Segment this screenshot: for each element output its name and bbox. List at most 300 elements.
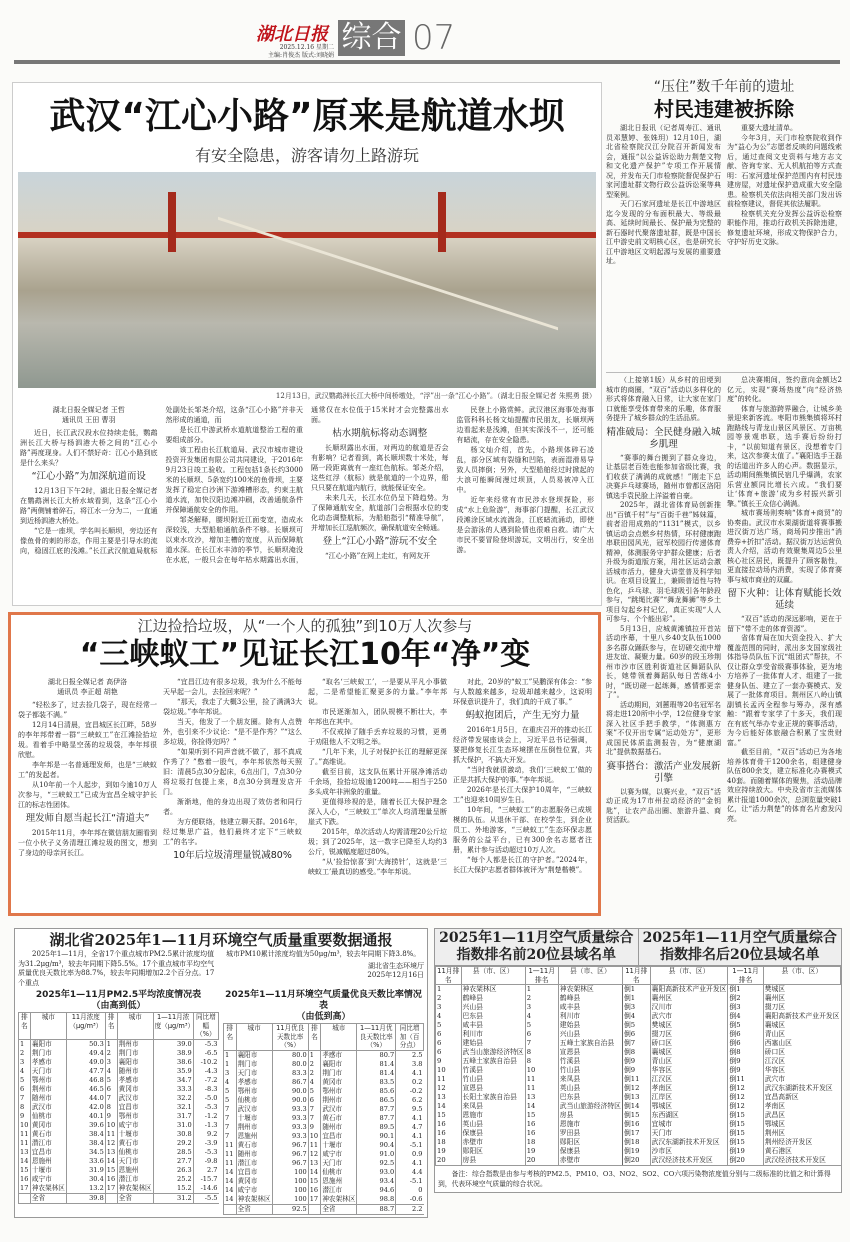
dateline (262, 44, 334, 60)
table-cell: 江汉区 (650, 1075, 728, 1084)
table-cell: 武当山旅游经济特区 (559, 1102, 621, 1110)
table-cell: 武汉市 (321, 1105, 357, 1114)
table-header-row (19, 1013, 219, 1040)
paragraph: 截至目前，这支队伍累计开展净滩活动千余场，捡拾垃圾逾1200吨——相当于250多头成年非洲象的重量。 (308, 768, 447, 796)
table-cell: 巴东县 (461, 1012, 525, 1021)
table-cell: 50.3 (66, 1039, 105, 1049)
table-row (19, 1184, 219, 1194)
report-issuer: 湖北省生态环境厅 (368, 961, 424, 970)
table-cell: 16 (525, 1120, 558, 1129)
table-cell: 襄阳市 (321, 1060, 357, 1069)
table-cell: 4 (224, 1078, 237, 1087)
table-cell: 随州市 (321, 1123, 357, 1132)
report-title: 湖北省2025年1—11月环境空气质量重要数据通报 (49, 931, 393, 949)
table-cell: 随州市 (30, 1094, 66, 1103)
table-row (436, 985, 841, 995)
table-cell: 4 (525, 1012, 558, 1021)
table-cell: 武汉市 (30, 1103, 66, 1112)
paragraph: “如果听到不同声音就不做了，那不真成作秀了？”憋着一股气，李年邦依然每天照旧：清晨5点30分起床，6点出门，7点30分将垃圾打包提上来，8点30分到理发店开门。 (163, 748, 302, 796)
table-cell: 倒9 (728, 1066, 763, 1075)
paragraph: 检察机关充分发挥公益诉讼检察职能作用，推动行政机关拆除违建，修复遗址环境，形成文物保护合力，守护好历史文脉。 (727, 209, 842, 246)
right-story-body (606, 124, 842, 267)
pm-table-note: （由高到低） (91, 1001, 146, 1011)
table-cell: 3.8 (396, 1060, 424, 1069)
table-cell: 倒11 (622, 1075, 650, 1084)
table-cell: 襄阳高新技术产业开发区 (651, 985, 727, 993)
table-cell: 44.0 (66, 1094, 105, 1103)
table-row (224, 1114, 424, 1123)
paragraph: “它是一座坝，学名叫长顺坝，旁边还有像鱼骨的刺的形态，作用主要是引导水的流向，稳固江底的浅滩。”长江武汉航道局航标处副处长邹尧介绍，这条“江心小路”并非天然形成的通道，而 (20, 406, 303, 555)
table-cell: 7 (19, 1094, 31, 1103)
table-cell: 黄石市 (30, 1130, 66, 1139)
table-row (436, 1102, 841, 1111)
table-cell: 神农架林区 (461, 985, 525, 995)
table-cell: 潜江市 (30, 1139, 66, 1148)
column-header: 1—11月排名 (525, 967, 558, 985)
table-cell: 5 (224, 1087, 237, 1096)
table-cell: 91.0 (357, 1150, 396, 1159)
table-cell: 掇刀区 (650, 1030, 728, 1039)
table-cell: 硚口区 (650, 1039, 728, 1048)
table-cell: 倒1 (622, 994, 650, 1003)
table-cell: 7 (224, 1123, 237, 1132)
table-cell: 咸宁市 (321, 1150, 357, 1159)
table-cell: 49.4 (66, 1049, 105, 1058)
table-cell: 9 (105, 1112, 117, 1121)
table-cell: 孝感市 (117, 1076, 153, 1085)
table-cell: 天门市 (321, 1159, 357, 1168)
table-cell: 93.3 (272, 1105, 308, 1114)
paragraph: 长顺坝露出水面，对两边的航道是否会有影响？记者看到，离长顺坝数十米处，每隔一段距离就有一座红色航标。邹尧介绍，这些红浮（航标）就是航道的一个边界，船只只要在航道内航行，就能保证安全。 (311, 444, 449, 492)
table-cell: 掇刀区 (763, 1003, 840, 1012)
table-row (19, 1175, 219, 1184)
column-header: 县（市、区） (650, 967, 728, 985)
table-cell: 倒15 (728, 1111, 763, 1120)
good-table-title: 2025年1—11月环境空气质量优良天数比率情况表 (225, 990, 422, 1011)
table-cell: -5.0 (193, 1094, 218, 1103)
table-cell: 五峰土家族自治县 (461, 1057, 525, 1066)
table-cell: 92.5 (272, 1204, 308, 1214)
table-cell: 10 (436, 1066, 462, 1075)
table-cell: 黄石市 (117, 1139, 153, 1148)
photo-caption: 12月13日，武汉鹦鹉洲长江大桥中间桥墩处，“浮”出一条“江心小路”。（湖北日报全媒记者 朱熙勇 摄） (275, 392, 596, 400)
table-cell: 16 (436, 1129, 462, 1138)
table-cell: 11 (105, 1130, 117, 1139)
table-cell: 襄城区 (650, 1048, 728, 1057)
table-row (19, 1130, 219, 1139)
table-cell: 1 (308, 1050, 321, 1060)
table-cell: 4.4 (396, 1168, 424, 1177)
table-cell: 十堰市 (321, 1141, 357, 1150)
table-cell: 39.0 (153, 1039, 193, 1049)
table-cell: 1 (105, 1039, 117, 1049)
table-cell: 14 (308, 1168, 321, 1177)
table-row (19, 1157, 219, 1166)
column-header: 同比增幅（%） (193, 1013, 218, 1040)
table-cell: 倒8 (728, 1048, 763, 1057)
table-row (436, 1030, 841, 1039)
paragraph: （上接第1版）从乡村的田埂到城市的商圈，“双百”活动以多样化的形式将体育融入日常，让大家在家门口就能享受体育带来的乐趣，体育服务提升了城乡群众的生活品质。 (606, 376, 721, 422)
paragraph: “轻松多了，过去捡几袋子，现在经常一袋子都装不满。” (18, 701, 157, 719)
column-header: 11月浓度（μg/m³） (66, 1013, 105, 1040)
table-cell: 宣恩县 (461, 1084, 525, 1093)
table-cell: 恩施市 (558, 1120, 622, 1129)
paragraph: 渐渐地，他的身边出现了效仿者和同行者。 (163, 798, 302, 816)
table-cell: 2 (525, 994, 558, 1003)
table-cell: 青山区 (763, 1030, 840, 1039)
table-cell: 38.9 (153, 1049, 193, 1058)
table-cell: 92.5 (357, 1159, 396, 1168)
table-cell: -7.2 (193, 1076, 218, 1085)
table-cell: 17 (308, 1195, 321, 1205)
table-cell: 93.3 (272, 1114, 308, 1123)
main-subtitle: 有安全隐患，游客请勿上路游玩 (194, 146, 419, 165)
table-cell: 倒20 (728, 1156, 763, 1165)
table-cell: 83.5 (357, 1078, 396, 1087)
subheading: 登上“江心小路”游玩不安全 (322, 536, 437, 547)
table-row (224, 1096, 424, 1105)
good-table-note: （由低到高） (296, 1012, 351, 1022)
table-cell: 4.1 (396, 1069, 424, 1078)
table-cell: 英山县 (558, 1084, 622, 1093)
table-cell: 7 (308, 1114, 321, 1123)
table-cell: 倒3 (622, 1003, 650, 1012)
table-cell: 6 (436, 1030, 462, 1039)
table-row (436, 1138, 841, 1147)
table-cell: 2 (308, 1060, 321, 1069)
table-cell: -5.5 (193, 1193, 218, 1203)
table-cell: 10 (19, 1121, 31, 1130)
table-cell: 11 (224, 1150, 237, 1159)
paragraph: 湖北日报讯（记者周寿江、通讯员邓慧婷、张姝玥）12月10日，湖北省检察院汉江分院召开新闻发布会，通报“以公益诉讼助力荆楚文物和文化遗产保护”专项工作开展情况，并发布天门市检察院督促保护石家河遗址群文物行政公益诉讼案等典型案例。 (606, 124, 721, 199)
county-note: 备注：综合指数是由参与考核的PM2.5、PM10、O3、NO2、SO2、CO六项污染物浓度值分别与二级标准的比值之和计算得到，代表环境空气质量的综合状况。 (435, 1165, 841, 1192)
table-cell: -5.3 (193, 1039, 218, 1049)
paragraph: 体育与旅游跨界融合，让城乡美景迎来新客流。枣阳市熊集镇将环村跑路线与青龙山景区风景区、万亩桃园等景观串联，选手赛后纷纷打卡，“以前知道有景区，没想着专门来，这次参赛太值了。”襄阳选手王磊的话道出许多人的心声。数据显示，活动期间熊集镇民宿几乎爆满，农家乐营业额同比增长六成。“我们要让‘体育+旅游’成为乡村振兴新引擎。”镇长王众信心满满。 (727, 404, 842, 508)
table-cell: 4.1 (396, 1114, 424, 1123)
table-cell: 100 (272, 1186, 308, 1195)
table-cell: 倒9 (622, 1066, 650, 1075)
table-cell: 倒7 (622, 1039, 650, 1048)
table-row (19, 1085, 219, 1094)
table-cell: 黄冈市 (236, 1177, 272, 1186)
table-cell: 5 (224, 1096, 237, 1105)
table-cell: 宜昌市 (30, 1148, 66, 1157)
table-cell: 鄂州市 (117, 1112, 153, 1121)
table-cell: 倒12 (622, 1084, 650, 1093)
table-cell: 2.5 (396, 1050, 424, 1060)
table-cell: 荆门市 (236, 1060, 272, 1069)
table-row (436, 994, 841, 1003)
table-cell: 17 (19, 1184, 31, 1194)
main-story-body (20, 405, 594, 565)
table-cell: 86.7 (272, 1078, 308, 1087)
table-cell: 竹溪县 (558, 1057, 622, 1066)
table-cell: 鹤峰县 (461, 994, 525, 1003)
table-row (224, 1141, 424, 1150)
table-cell: 4 (308, 1078, 321, 1087)
paragraph: 10年间，“三峡蚁工”的志愿服务已成规模的队伍。从退休干部、在校学生，到企业员工、外地游客，“三峡蚁工”生态环保志愿服务的公益平台，已有300余名志愿者注册，累计参与活动超过10万人次。 (453, 806, 592, 854)
table-cell: 青山区 (650, 1057, 728, 1066)
table-row (436, 1120, 841, 1129)
subheading: 10年后垃圾清理量锐减80% (173, 850, 292, 861)
table-cell: 武当山旅游经济特区 (462, 1048, 524, 1056)
table-cell: 26.3 (153, 1166, 193, 1175)
table-cell: 11 (308, 1141, 321, 1150)
paragraph: 李年邦是一名普通理发师，也是“三峡蚁工”的发起者。 (18, 761, 157, 779)
table-cell: 西塞山区 (763, 1039, 840, 1048)
table-cell: 汉川市 (650, 1003, 728, 1012)
table-row (224, 1105, 424, 1114)
header-rule (14, 60, 840, 64)
table-cell: 倒20 (622, 1156, 650, 1165)
table-cell: 1 (525, 985, 558, 995)
table-cell: 11 (224, 1141, 237, 1150)
paragraph: 2015年11月，李年邦在微信朋友圈看到一位小伙子义务清理江滩垃圾的图文，想到了身边的母亲河长江。 (18, 829, 157, 857)
table-cell: 32.2 (153, 1094, 193, 1103)
paragraph: 省体育局在加大资金投入、扩大覆盖范围的同时，派出多支国家级社体指导员队伍下沉“组团式”帮扶，不仅让群众享受省级赛事体验，更为地方培养了一批体育人才、组建了一批健身队伍、建立了一套办赛模式、发展了一批体育项目。荆州区八岭山镇副镇长孟丙全程参与筹办，深有感触：“跟着专家学了十多天，我们现在有底气举办专业正规的赛事活动，为今后能好体旅融合积累了宝贵财富。” (727, 634, 842, 747)
paragraph: 总决赛期间，签约意向金额达2亿元，实现“赛场热度”向“经济热度”的转化。 (727, 376, 842, 403)
table-cell: 鹤峰县 (558, 994, 622, 1003)
paragraph: 从10年前一个人起步，到如今逾10万人次参与，“三峡蚁工”已成为宜昌全城守护长江的标志性团体。 (18, 781, 157, 809)
paragraph: 城市赛场则奏响“体育+商贸”的协奏曲。武汉市水果湖街道将赛事搬进汉街万达广场，商场同步推出“消费券+折扣”活动。据汉街万达运营负责人介绍，活动有效聚集周边5公里核心社区居民，既提升了顾客黏性，更直接拉动场内消费，实现了体育赛事与城市商业的双赢。 (727, 509, 842, 584)
table-cell: 倒5 (622, 1021, 650, 1030)
section-label: 综合 (338, 20, 405, 56)
table-cell: 81.4 (357, 1060, 396, 1069)
column-header: 排名 (19, 1013, 31, 1040)
table-cell: 襄阳市 (117, 1058, 153, 1067)
feature-kicker: 江边捡拾垃圾，从“一个人的孤独”到10万人次参与 (137, 617, 473, 635)
table-cell: 建始县 (461, 1039, 525, 1048)
table-cell: 7 (525, 1039, 558, 1048)
table-cell: 随州市 (117, 1067, 153, 1076)
table-cell: 9 (308, 1123, 321, 1132)
paragraph: 5月13日，应城黄滩镇拉开首站活动序幕，十里八乡40支队伍1000多名群众踊跃参与，在切磋交流中增进友谊、凝聚力量。60岁的段玉珍荆州市沙市区胜利街道社区舞蹈队队长，她带领着舞蹈队每日苦练4小时，“既切磋一起练舞，感情都更亲了”。 (606, 624, 721, 699)
table-row (224, 1087, 424, 1096)
table-cell: -1.3 (193, 1121, 218, 1130)
subheading: 留下火种：让体育赋能长效延续 (727, 588, 842, 611)
table-cell: 倒15 (728, 1120, 763, 1129)
table-cell: 12 (105, 1139, 117, 1148)
table-cell: 神农架林区 (322, 1194, 356, 1203)
right-headline: 村民违建被拆除 (654, 97, 794, 121)
table-cell: 10 (308, 1132, 321, 1141)
table-cell: 12 (308, 1150, 321, 1159)
table-cell: 利川市 (461, 1030, 525, 1039)
table-cell: 0 (396, 1186, 424, 1195)
table-row (19, 1166, 219, 1175)
table-cell: 华容区 (763, 1066, 840, 1075)
table-cell: 96.7 (272, 1150, 308, 1159)
table-cell: 赤壁市 (558, 1156, 622, 1165)
table-cell: 倒12 (728, 1102, 763, 1111)
table-cell: 荆门市 (321, 1069, 357, 1078)
table-cell: 咸丰县 (558, 1003, 622, 1012)
table-cell: 黄石市 (321, 1114, 357, 1123)
table-cell: 19 (436, 1147, 462, 1156)
table-cell: 6 (105, 1085, 117, 1094)
paragraph: 该工程由长江航道局、武汉市城市建设投资开发集团有限公司共同建设，于2016年9月23日竣工验收。工程包括1条长约3000米的长顺坝、5条宽约100米的鱼骨坝，主要发挥了稳定白沙洲下游滩槽形态，约束主航道水流，加快汉阳边滩冲刷，改善通航条件并保障通航安全的作用。 (165, 446, 303, 514)
table-cell: 11 (224, 1159, 237, 1168)
editors: 主编:肖俊杰 版式:刘晓娟 (268, 52, 334, 59)
table-row (19, 1112, 219, 1121)
table-cell: 孝感市 (30, 1058, 66, 1067)
table-cell: 天门市 (117, 1157, 153, 1166)
table-cell: 倒5 (728, 1021, 763, 1030)
table-cell: 天门市 (650, 1129, 728, 1138)
table-header-row (436, 967, 841, 985)
paragraph: 天门石家河遗址是长江中游地区迄今发现的分布面积最大、等级最高、延续时间最长、保护最为完整的新石器时代聚落遗址群，既是中国长江中游史前文明核心区，也是研究长江中游地区文明起源与发展的重要遗址。 (606, 200, 721, 265)
table-cell: 倒17 (622, 1129, 650, 1138)
table-cell: 恩施州 (236, 1132, 272, 1141)
table-row (224, 1195, 424, 1205)
table-header-row (224, 1024, 424, 1051)
column-divider (606, 372, 840, 373)
column-header: 县（市、区） (558, 967, 622, 985)
table-row (19, 1193, 219, 1203)
table-cell: 13 (436, 1093, 462, 1102)
table-cell: 武汉市 (236, 1105, 272, 1114)
paragraph: 民登上小路赏鲜。武汉港区海事处海事监管科科长杨文灿提醒市民朋友，长顺坝两边看起来是浅滩，但其实深浅不一，还可能有暗流，存在安全隐患。 (456, 406, 594, 444)
paragraph: 为方便联络，他建立聊天群。2016年，经过集思广益，他们最终才定下“三峡蚁工”的名字。 (163, 818, 302, 846)
table-cell: 93.0 (357, 1168, 396, 1177)
table-row (436, 1147, 841, 1156)
table-cell: 100 (272, 1177, 308, 1186)
table-cell: 襄城区 (763, 1021, 840, 1030)
table-cell: -0.6 (396, 1195, 424, 1205)
paragraph: 近日，长江武汉段水位持续走低，鹦鹉洲长江大桥与杨泗港大桥之间的“江心小路”再度现身。人们不禁好奇：江心小路到底是什么来头？ (20, 429, 158, 467)
table-cell: 9 (436, 1057, 462, 1066)
table-cell: 9.2 (193, 1130, 218, 1139)
top20-title: 2025年1—11月空气质量综合指数排名前20位县域名单 (435, 929, 639, 966)
table-cell: 仙桃市 (321, 1168, 357, 1177)
table-cell: 孝南区 (763, 1102, 840, 1111)
table-cell: 鄂州市 (30, 1076, 66, 1085)
table-cell: 5 (105, 1076, 117, 1085)
column-header: 县（市、区） (763, 967, 840, 985)
table-row (224, 1204, 424, 1214)
table-cell: 7 (224, 1132, 237, 1141)
table-row (436, 1048, 841, 1057)
table-cell: 襄州区 (650, 994, 728, 1003)
table-cell: 襄州区 (763, 994, 840, 1003)
table-cell: 潜江市 (236, 1159, 272, 1168)
table-cell: 6 (525, 1030, 558, 1039)
table-cell: 咸宁市 (30, 1175, 66, 1184)
table-cell: 10 (105, 1121, 117, 1130)
table-cell: 87.7 (357, 1114, 396, 1123)
table-cell: 黄冈市 (117, 1085, 153, 1094)
table-row (436, 1057, 841, 1066)
table-cell: 0.2 (396, 1078, 424, 1087)
table-cell: 16 (525, 1129, 558, 1138)
table-cell: 全省 (117, 1193, 153, 1203)
table-cell (308, 1204, 321, 1214)
table-cell: 15 (308, 1177, 321, 1186)
table-cell: 孝南区 (650, 1084, 728, 1093)
table-cell: 5 (436, 1021, 462, 1030)
table-cell: 15.2 (153, 1184, 193, 1194)
table-cell: 长阳土家族自治县 (461, 1093, 525, 1102)
column-header: 11月排名 (622, 967, 650, 985)
table-cell: 鄂城区 (650, 1102, 728, 1111)
table-cell: -0.2 (396, 1087, 424, 1096)
table-cell: -10.2 (193, 1058, 218, 1067)
table-cell: -3.9 (193, 1139, 218, 1148)
paragraph: “那天，我走了大概3公里，捡了满满3大袋垃圾。”李年邦说。 (163, 698, 302, 716)
table-cell: 87.7 (357, 1105, 396, 1114)
table-cell: 建始县 (558, 1021, 622, 1030)
table-cell: 30.8 (153, 1130, 193, 1139)
table-cell: 1 (19, 1039, 31, 1049)
table-cell: 38.6 (153, 1058, 193, 1067)
table-cell: 90.0 (272, 1096, 308, 1105)
table-cell: 倒6 (728, 1039, 763, 1048)
paragraph: 近年来经常有市民涉水登坝探险，形成“水上危险游”，海事部门提醒，长江武汉段滩涂区域水流湍急，江底暗流涌动，即使是会游泳的人遇到险情也很难自救。请广大市民不要冒险登坝游玩，文明出行，安全出游。 (456, 496, 594, 554)
pm25-table (18, 1012, 219, 1204)
paragraph: 当天，他发了一个朋友圈。除有人点赞外，也引来不少议论：“是不是作秀？”“这么多垃圾，你捡得完吗？” (163, 718, 302, 746)
table-cell: 34.5 (66, 1148, 105, 1157)
table-cell: 11 (525, 1084, 558, 1093)
column-header: 排名 (224, 1024, 237, 1051)
table-cell: 0.9 (396, 1150, 424, 1159)
table-row (224, 1177, 424, 1186)
table-cell: 8 (105, 1103, 117, 1112)
column-header: 城市 (236, 1024, 272, 1051)
sports-story-body (606, 376, 842, 826)
table-cell: 86.5 (357, 1096, 396, 1105)
bottom20-title: 2025年1—11月空气质量综合指数排名后20位县域名单 (639, 929, 842, 966)
table-cell: 咸宁市 (117, 1121, 153, 1130)
table-cell: 3 (525, 1003, 558, 1012)
table-cell: 恩施市 (461, 1111, 525, 1120)
table-cell: 3 (436, 1003, 462, 1012)
paragraph: 12月13日下午2时，湖北日报全媒记者在鹦鹉洲长江大桥水域看到，这条“江心小路”两侧铺着碎石，将江水一分为二，一直通到近杨泗港大桥处。 (20, 487, 158, 525)
column-header: 城市 (321, 1024, 357, 1051)
table-cell: 神农架林区 (118, 1183, 152, 1192)
table-row (19, 1039, 219, 1049)
table-cell: 武昌区 (763, 1111, 840, 1120)
table-cell: 倒9 (622, 1057, 650, 1066)
table-cell: 倒18 (622, 1138, 650, 1147)
table-cell: 4 (19, 1067, 31, 1076)
table-cell: 仙桃市 (30, 1112, 66, 1121)
table-cell: 2 (19, 1049, 31, 1058)
table-row (224, 1060, 424, 1069)
table-cell: 83.3 (272, 1069, 308, 1078)
table-cell: 华容区 (650, 1066, 728, 1075)
table-cell: 荆州市 (117, 1039, 153, 1049)
table-cell: 竹山县 (558, 1066, 622, 1075)
table-cell: -1.2 (193, 1112, 218, 1121)
table-cell: 荆门市 (30, 1049, 66, 1058)
paragraph: 2016年1月5日，在重庆召开的推动长江经济带发展座谈会上，习近平总书记强调，要把修复长江生态环境摆在压倒性位置，共抓大保护，不搞大开发。 (453, 726, 592, 764)
column-header: 城市 (30, 1013, 66, 1040)
table-cell: 1 (436, 985, 462, 995)
table-cell: 全省 (30, 1193, 66, 1203)
table-cell: 7 (105, 1094, 117, 1103)
table-row (19, 1121, 219, 1130)
paragraph: “江心小路”在网上走红，有网友开 (325, 552, 431, 560)
page-number: 07 (412, 18, 456, 58)
table-cell: 沙市区 (650, 1147, 728, 1156)
table-row (19, 1076, 219, 1085)
table-cell: 13 (105, 1148, 117, 1157)
table-cell: 20 (525, 1156, 558, 1165)
table-cell: 42.0 (66, 1103, 105, 1112)
table-cell: 江岸区 (650, 1093, 728, 1102)
table-cell: 16 (308, 1186, 321, 1195)
table-cell: 39.6 (66, 1121, 105, 1130)
